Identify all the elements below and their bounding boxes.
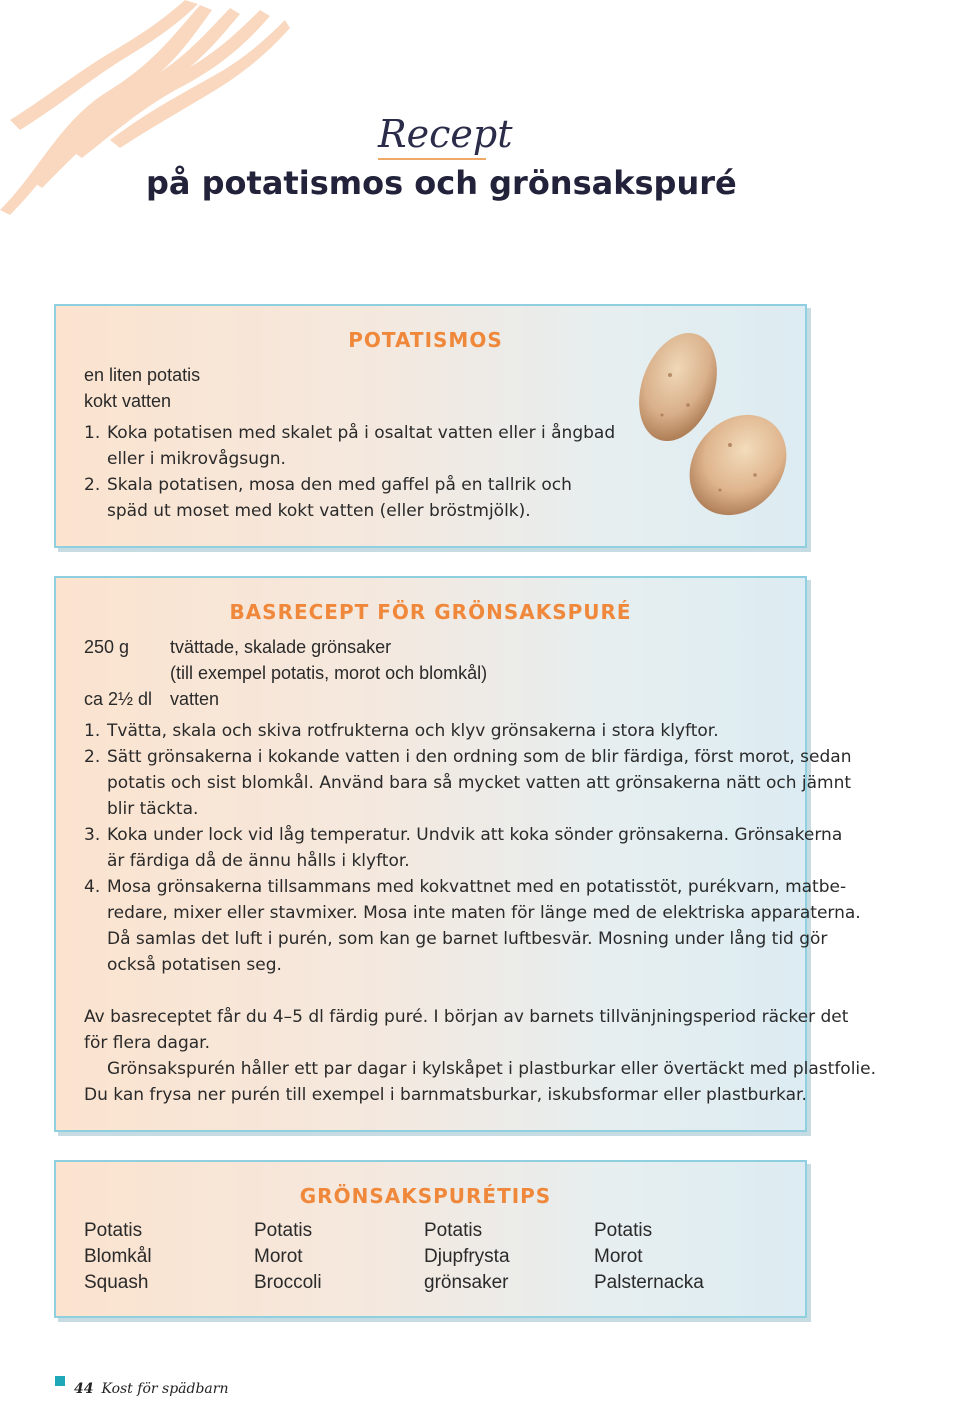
potatismos-heading: POTATISMOS (348, 328, 503, 352)
step-text: späd ut moset med kokt vatten (eller bröstmjölk). (107, 501, 531, 521)
tip-item: grönsaker (424, 1272, 509, 1293)
tips-column (594, 1218, 704, 1296)
note-text: Du kan frysa ner purén till exempel i barnmatsburkar, iskubsformar eller plastburkar. (84, 1085, 807, 1105)
step-text: redare, mixer eller stavmixer. Mosa inte maten för länge med de elektriska apparaterna. (107, 903, 861, 923)
tips-column (254, 1218, 322, 1296)
tips-column (84, 1218, 152, 1296)
tip-item: Djupfrysta (424, 1246, 510, 1267)
ingredient-item: en liten potatis (84, 365, 201, 385)
ingredient-item: kokt vatten (84, 391, 172, 411)
footer-square-marker (55, 1376, 65, 1386)
step-number: 4. (84, 877, 101, 897)
basrecept-heading: BASRECEPT FÖR GRÖNSAKSPURÉ (229, 600, 632, 624)
step-text: Sätt grönsakerna i kokande vatten i den ordning som de blir färdiga, först morot, sedan (107, 747, 852, 767)
tips-column (424, 1218, 510, 1296)
step-text: Skala potatisen, mosa den med gaffel på en tallrik och (107, 475, 572, 495)
potato-image (630, 325, 800, 525)
step-text: eller i mikrovågsugn. (107, 449, 286, 469)
tip-item: Potatis (84, 1220, 143, 1241)
step-text: också potatisen seg. (107, 955, 282, 975)
step-text: Koka potatisen med skalet på i osaltat vatten eller i ångbad (107, 423, 616, 443)
page-title: på potatismos och grönsakspuré (146, 164, 737, 202)
tip-item: Squash (84, 1272, 149, 1293)
step-text: blir täckta. (107, 799, 199, 819)
tip-item: Broccoli (254, 1272, 322, 1293)
note-text: för flera dagar. (84, 1033, 211, 1053)
tip-item: Blomkål (84, 1246, 152, 1267)
page-number: 44 (74, 1381, 94, 1397)
ingredient-qty: ca 2½ dl (84, 689, 153, 709)
step-text: Tvätta, skala och skiva rotfrukterna och klyv grönsakerna i stora klyftor. (107, 721, 719, 741)
tip-item: Morot (594, 1246, 643, 1267)
step-number: 2. (84, 747, 101, 767)
tip-item: Morot (254, 1246, 303, 1267)
tips-box (54, 1160, 807, 1318)
step-text: Då samlas det luft i purén, som kan ge barnet luftbesvär. Mosning under lång tid gör (107, 929, 828, 949)
note-text: Grönsakspurén håller ett par dagar i kylskåpet i plastburkar eller övertäckt med plastfolie. (107, 1059, 877, 1079)
footer (74, 1381, 228, 1397)
step-number: 2. (84, 475, 101, 495)
tip-item: Potatis (424, 1220, 483, 1241)
ingredient-text: vatten (170, 689, 220, 709)
ingredient-text: (till exempel potatis, morot och blomkål) (170, 663, 488, 683)
tip-item: Potatis (254, 1220, 313, 1241)
step-number: 1. (84, 721, 101, 741)
step-number: 3. (84, 825, 101, 845)
title-underline (378, 158, 486, 160)
step-text: Mosa grönsakerna tillsammans med kokvattnet med en potatisstöt, purékvarn, matbe- (107, 877, 847, 897)
publication-title: Kost för spädbarn (101, 1381, 229, 1397)
tips-heading: GRÖNSAKSPURÉTIPS (299, 1184, 552, 1208)
tip-item: Potatis (594, 1220, 653, 1241)
ingredient-text: tvättade, skalade grönsaker (170, 637, 392, 657)
tip-item: Palsternacka (594, 1272, 704, 1293)
step-text: Koka under lock vid låg temperatur. Undvik att koka sönder grönsakerna. Grönsakerna (107, 825, 843, 845)
step-text: är färdiga då de ännu hålls i klyftor. (107, 851, 410, 871)
step-number: 1. (84, 423, 101, 443)
step-text: potatis och sist blomkål. Använd bara så mycket vatten att grönsakerna nätt och jämnt (107, 773, 852, 793)
note-text: Av basreceptet får du 4–5 dl färdig puré. I början av barnets tillvänjningsperiod räcker det (84, 1007, 849, 1027)
basrecept-box (54, 576, 877, 1132)
title-script: Recept (378, 112, 513, 156)
ingredient-qty: 250 g (84, 637, 130, 657)
